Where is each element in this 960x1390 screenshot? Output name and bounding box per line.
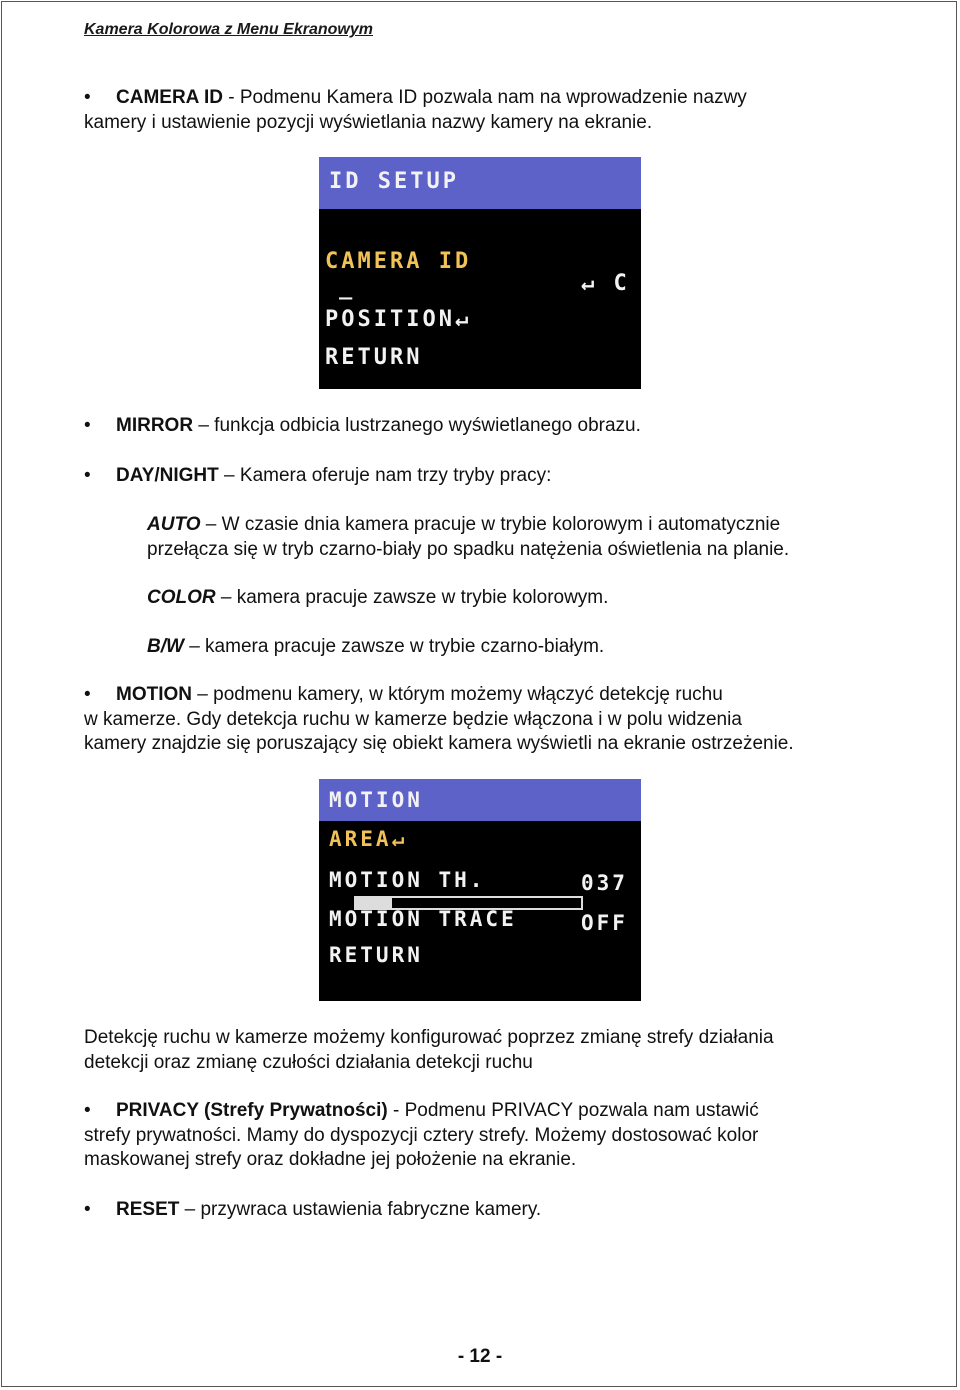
privacy-term: PRIVACY (Strefy Prywatności)	[116, 1100, 388, 1121]
color-term: COLOR	[147, 587, 216, 608]
auto-text-2: przełącza się w tryb czarno-biały po spadku natężenia oświetlenia na planie.	[147, 538, 790, 560]
bullet: •	[84, 1100, 91, 1121]
camera-id-paragraph	[84, 86, 874, 135]
bw-term: B/W	[147, 636, 184, 657]
page-number: - 12 -	[457, 1346, 503, 1367]
privacy-text-3: maskowanej strefy oraz dokładne jej położenie na ekranie.	[84, 1149, 577, 1170]
osd-return-item: RETURN	[325, 345, 423, 370]
reset-paragraph	[84, 1198, 874, 1223]
detection-line-2: detekcji oraz zmianę czułości działania detekcji ruchu	[84, 1051, 533, 1073]
color-text: – kamera pracuje zawsze w trybie kolorowym.	[215, 587, 609, 608]
osd-camera-id-value: ↵ C	[581, 271, 630, 296]
reset-term: RESET	[116, 1199, 180, 1220]
osd-cursor: _	[339, 275, 356, 300]
motion-text: – podmenu kamery, w którym możemy włączyć detekcję ruchu	[192, 684, 723, 705]
bullet: •	[84, 465, 91, 486]
bullet: •	[84, 87, 91, 108]
color-mode-paragraph	[147, 586, 887, 611]
bullet: •	[84, 1199, 91, 1220]
auto-term: AUTO	[147, 514, 201, 535]
privacy-paragraph	[84, 1099, 874, 1173]
mirror-term: MIRROR	[116, 415, 194, 436]
osd-motion-th-item: MOTION TH.	[329, 868, 486, 892]
osd-id-setup-screenshot	[319, 157, 641, 389]
daynight-text: – Kamera oferuje nam trzy tryby pracy:	[218, 465, 552, 486]
motion-text-2: w kamerze. Gdy detekcja ruchu w kamerze będzie włączona i w polu widzenia	[84, 708, 742, 730]
osd-motion-screenshot	[319, 779, 641, 1001]
motion-text-3: kamery znajdzie się poruszający się obiekt kamera wyświetli na ekranie ostrzeżenie.	[84, 733, 794, 754]
motion-term: MOTION	[116, 684, 192, 705]
osd-position-item: POSITION↵	[325, 307, 472, 332]
detection-line-1: Detekcję ruchu w kamerze możemy konfigurować poprzez zmianę strefy działania	[84, 1027, 774, 1048]
osd-return-item: RETURN	[329, 943, 423, 967]
camera-id-text-2: kamery i ustawienie pozycji wyświetlania nazwy kamery na ekranie.	[84, 111, 653, 133]
daynight-term: DAY/NIGHT	[116, 465, 219, 486]
motion-paragraph	[84, 683, 884, 757]
daynight-paragraph	[84, 464, 874, 489]
mirror-paragraph	[84, 414, 874, 439]
bw-mode-paragraph	[147, 635, 887, 660]
reset-text: – przywraca ustawienia fabryczne kamery.	[179, 1199, 542, 1220]
privacy-text: - Podmenu PRIVACY pozwala nam ustawić	[387, 1100, 759, 1121]
osd-camera-id-item: CAMERA ID	[325, 249, 472, 274]
camera-id-term: CAMERA ID	[116, 87, 223, 108]
camera-id-text: - Podmenu Kamera ID pozwala nam na wprowadzenie nazwy	[222, 87, 747, 108]
page-header: Kamera Kolorowa z Menu Ekranowym	[84, 21, 373, 38]
osd-motion-trace-value: OFF	[581, 911, 628, 935]
osd-motion-trace-item: MOTION TRACE	[329, 907, 517, 931]
osd-id-title: ID SETUP	[329, 169, 459, 194]
mirror-text: – funkcja odbicia lustrzanego wyświetlanego obrazu.	[193, 415, 641, 436]
privacy-text-2: strefy prywatności. Mamy do dyspozycji cztery strefy. Możemy dostosować kolor	[84, 1124, 759, 1146]
bullet: •	[84, 684, 91, 705]
osd-motion-title: MOTION	[329, 788, 423, 812]
bw-text: – kamera pracuje zawsze w trybie czarno-białym.	[183, 636, 605, 657]
bullet: •	[84, 415, 91, 436]
auto-mode-paragraph	[147, 513, 887, 562]
auto-text: – W czasie dnia kamera pracuje w trybie kolorowym i automatycznie	[200, 514, 781, 535]
osd-area-item: AREA↵	[329, 827, 408, 851]
detection-paragraph	[84, 1026, 874, 1075]
osd-motion-th-value: 037	[581, 871, 628, 895]
